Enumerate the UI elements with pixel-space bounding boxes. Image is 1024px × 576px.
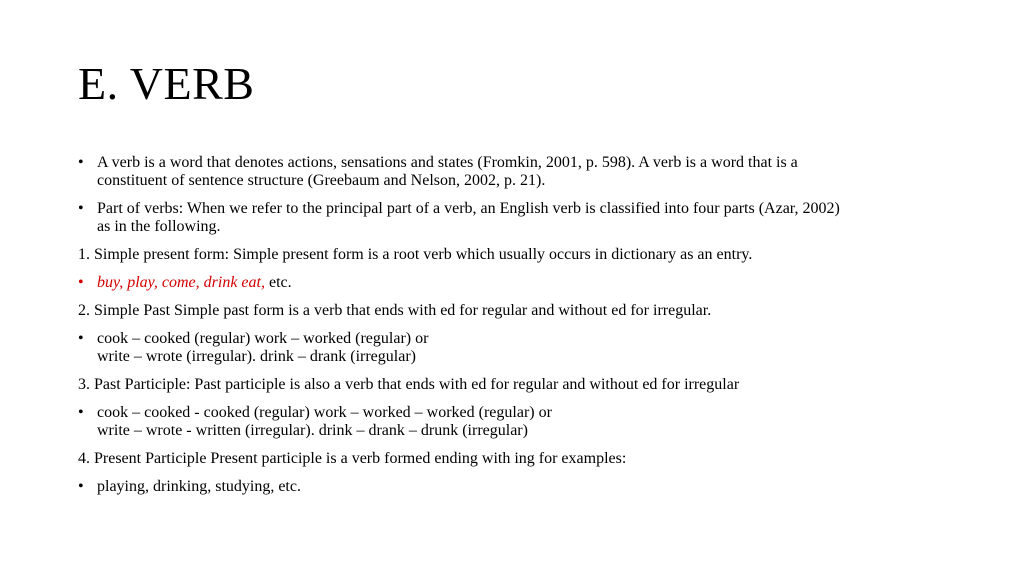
bullet-text: playing, drinking, studying, etc. <box>97 478 301 495</box>
bullet-icon: • <box>78 274 84 291</box>
bullet-icon: • <box>78 478 84 495</box>
bullet-icon: • <box>78 200 84 217</box>
numbered-item: 1. Simple present form: Simple present form is a root verb which usually occurs in dictionary as an entry. <box>78 246 753 263</box>
bullet-text: cook – cooked (regular) work – worked (regular) or <box>97 330 429 347</box>
bullet-text: Part of verbs: When we refer to the principal part of a verb, an English verb is classified into four parts (Azar, 2002) <box>97 200 840 217</box>
bullet-icon: • <box>78 330 84 347</box>
bullet-text: write – wrote (irregular). drink – drank (irregular) <box>97 348 416 365</box>
bullet-icon: • <box>78 404 84 421</box>
numbered-item: 4. Present Participle Present participle is a verb formed ending with ing for examples: <box>78 450 627 467</box>
slide-body <box>78 154 958 506</box>
bullet-icon: • <box>78 154 84 171</box>
bullet-item <box>78 404 958 440</box>
bullet-text: as in the following. <box>97 218 221 235</box>
bullet-item <box>78 330 958 366</box>
bullet-item <box>78 478 958 496</box>
bullet-item <box>78 274 958 292</box>
bullet-text: constituent of sentence structure (Greebaum and Nelson, 2002, p. 21). <box>97 172 546 189</box>
bullet-text: write – wrote - written (irregular). drink – drank – drunk (irregular) <box>97 422 528 439</box>
slide-title: E. VERB <box>78 58 255 109</box>
bullet-text: cook – cooked - cooked (regular) work – worked – worked (regular) or <box>97 404 552 421</box>
example-verbs: buy, play, come, drink eat, <box>97 274 265 291</box>
bullet-item <box>78 200 958 236</box>
bullet-text: A verb is a word that denotes actions, sensations and states (Fromkin, 2001, p. 598). A verb is a word that is a <box>97 154 798 171</box>
bullet-item <box>78 154 958 190</box>
numbered-item: 2. Simple Past Simple past form is a verb that ends with ed for regular and without ed for irregular. <box>78 302 712 319</box>
numbered-item: 3. Past Participle: Past participle is also a verb that ends with ed for regular and without ed for irregular <box>78 376 740 393</box>
bullet-text: etc. <box>264 274 292 291</box>
